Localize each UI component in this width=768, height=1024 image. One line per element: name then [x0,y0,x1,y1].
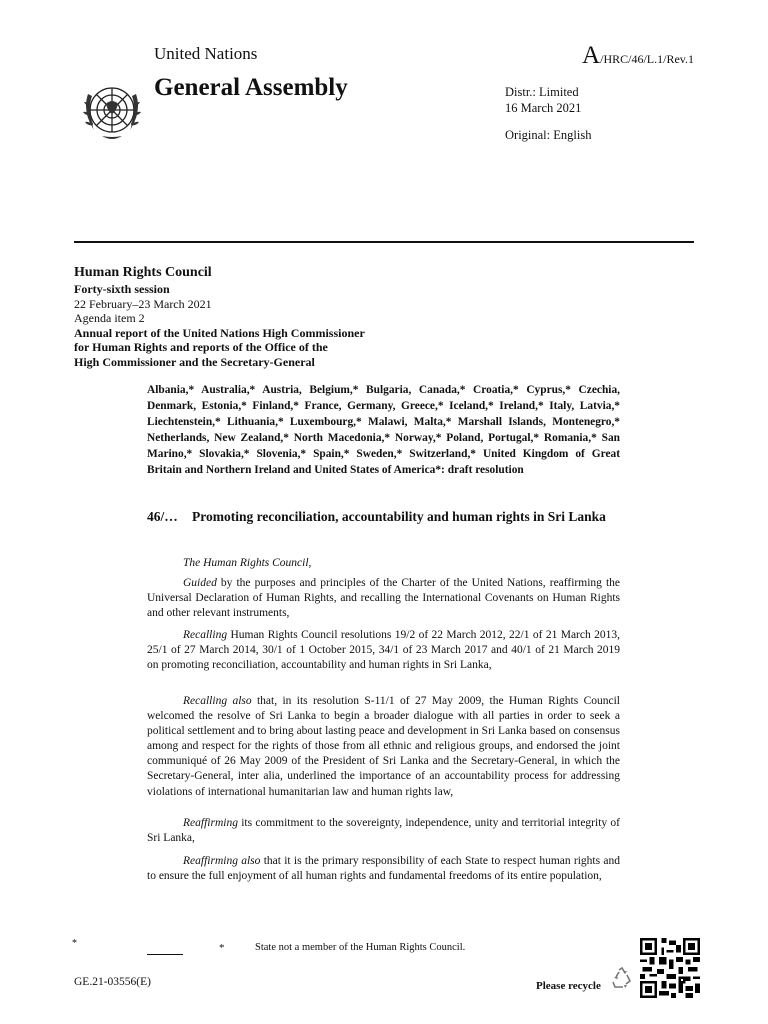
document-date: 16 March 2021 [505,101,582,115]
footnote-rule [147,954,183,955]
paragraph-lead: Recalling [183,629,228,641]
paragraph-lead: Recalling also [183,695,252,707]
distribution-block [505,84,581,116]
sponsors-list: Albania,* Australia,* Austria, Belgium,* Bulgaria, Canada,* Croatia,* Cyprus,* Czechia, Denmark, Estonia,* Finland,* France, Germany, Greece,* Iceland,* Ireland,* Italy, Latvia,* Liechtenstein,* Lithuania,* Luxembourg,* Malawi, Malta,* Marshall Islands, Montenegro,* Netherlands, New Zealand,* North Macedonia,* Norway,* Poland, Portugal,* Romania,* San Marino,* Slovakia,* Slovenia,* Spain,* Sweden,* Switzerland,* United Kingdom of Great Britain and Northern Ireland and United States of America*: draft resolution [147,384,620,476]
paragraph-text: by the purposes and principles of the Charter of the United Nations, reaffirming the Universal Declaration of Human Rights, and recalling the International Covenants on Human Rights and other relevant instruments, [147,577,620,620]
session-block [74,282,365,370]
document-symbol [582,42,694,70]
original-language: Original: English [505,128,592,142]
recycle-icon [610,966,634,992]
session-dates: 22 February–23 March 2021 [74,296,212,311]
un-emblem-icon [76,76,148,148]
preamble-paragraph [147,694,620,800]
distribution: Distr.: Limited [505,85,579,99]
footnote-left-mark: * [72,938,77,949]
opening-text: The Human Rights Council, [183,557,312,569]
agenda-title-line: for Human Rights and reports of the Office of the [74,340,328,355]
paragraph-lead: Guided [183,577,217,589]
paragraph-lead: Reaffirming [183,817,238,829]
header-rule [74,241,694,243]
footnote-text: State not a member of the Human Rights Council. [255,942,466,953]
org-name: United Nations [154,44,258,63]
session: Forty-sixth session [74,282,170,296]
preamble-paragraph [147,816,620,846]
paragraph-text: its commitment to the sovereignty, independence, unity and territorial integrity of Sri Lanka, [147,817,620,845]
council-name: Human Rights Council [74,265,212,280]
opening-line [147,556,620,571]
resolution-title: Promoting reconciliation, accountability and human rights in Sri Lanka [192,509,606,524]
paragraph-text: that, in its resolution S-11/1 of 27 May 2009, the Human Rights Council welcomed the resolve of Sri Lanka to begin a broader dialogue with all parties in order to seek a political settlement and to bring about lasting peace and development in Sri Lanka based on consensus among and respect for the rights of those from all ethnic and religious groups, and endorsed the joint communiqué of 26 May 2009 of the President of Sri Lanka and the Secretary-General, in which the Secretary-General, inter alia, underlined the importance of an accountability process for addressing violations of international humanitarian law and human rights law, [147,695,620,798]
paragraph-text: Human Rights Council resolutions 19/2 of 22 March 2012, 22/1 of 21 March 2013, 25/1 of 27 March 2014, 30/1 of 1 October 2015, 34/1 of 23 March 2017 and 40/1 of 21 March 2019 on promoting reconciliation, accountability and human rights in Sri Lanka, [147,629,620,672]
agenda-title-line: High Commissioner and the Secretary-General [74,354,315,369]
preamble-paragraph [147,576,620,621]
footnote-mark: * [219,942,225,954]
symbol-rest: /HRC/46/L.1/Rev.1 [600,52,694,66]
agenda-item: Agenda item 2 [74,311,145,326]
agenda-title-line: Annual report of the United Nations High Commissioner [74,325,365,340]
preamble-paragraph [147,854,620,884]
preamble-paragraph [147,628,620,673]
ge-number: GE.21-03556(E) [74,976,151,988]
body-title: General Assembly [154,74,348,101]
qr-code-icon [640,938,700,998]
paragraph-text: that it is the primary responsibility of each State to respect human rights and to ensure the full enjoyment of all human rights and fundamental freedoms of its entire population, [147,855,620,883]
resolution-number: 46/… [147,509,178,524]
recycle-text: Please recycle [536,980,601,992]
symbol-prefix: A [582,42,601,69]
paragraph-lead: Reaffirming also [183,855,261,867]
